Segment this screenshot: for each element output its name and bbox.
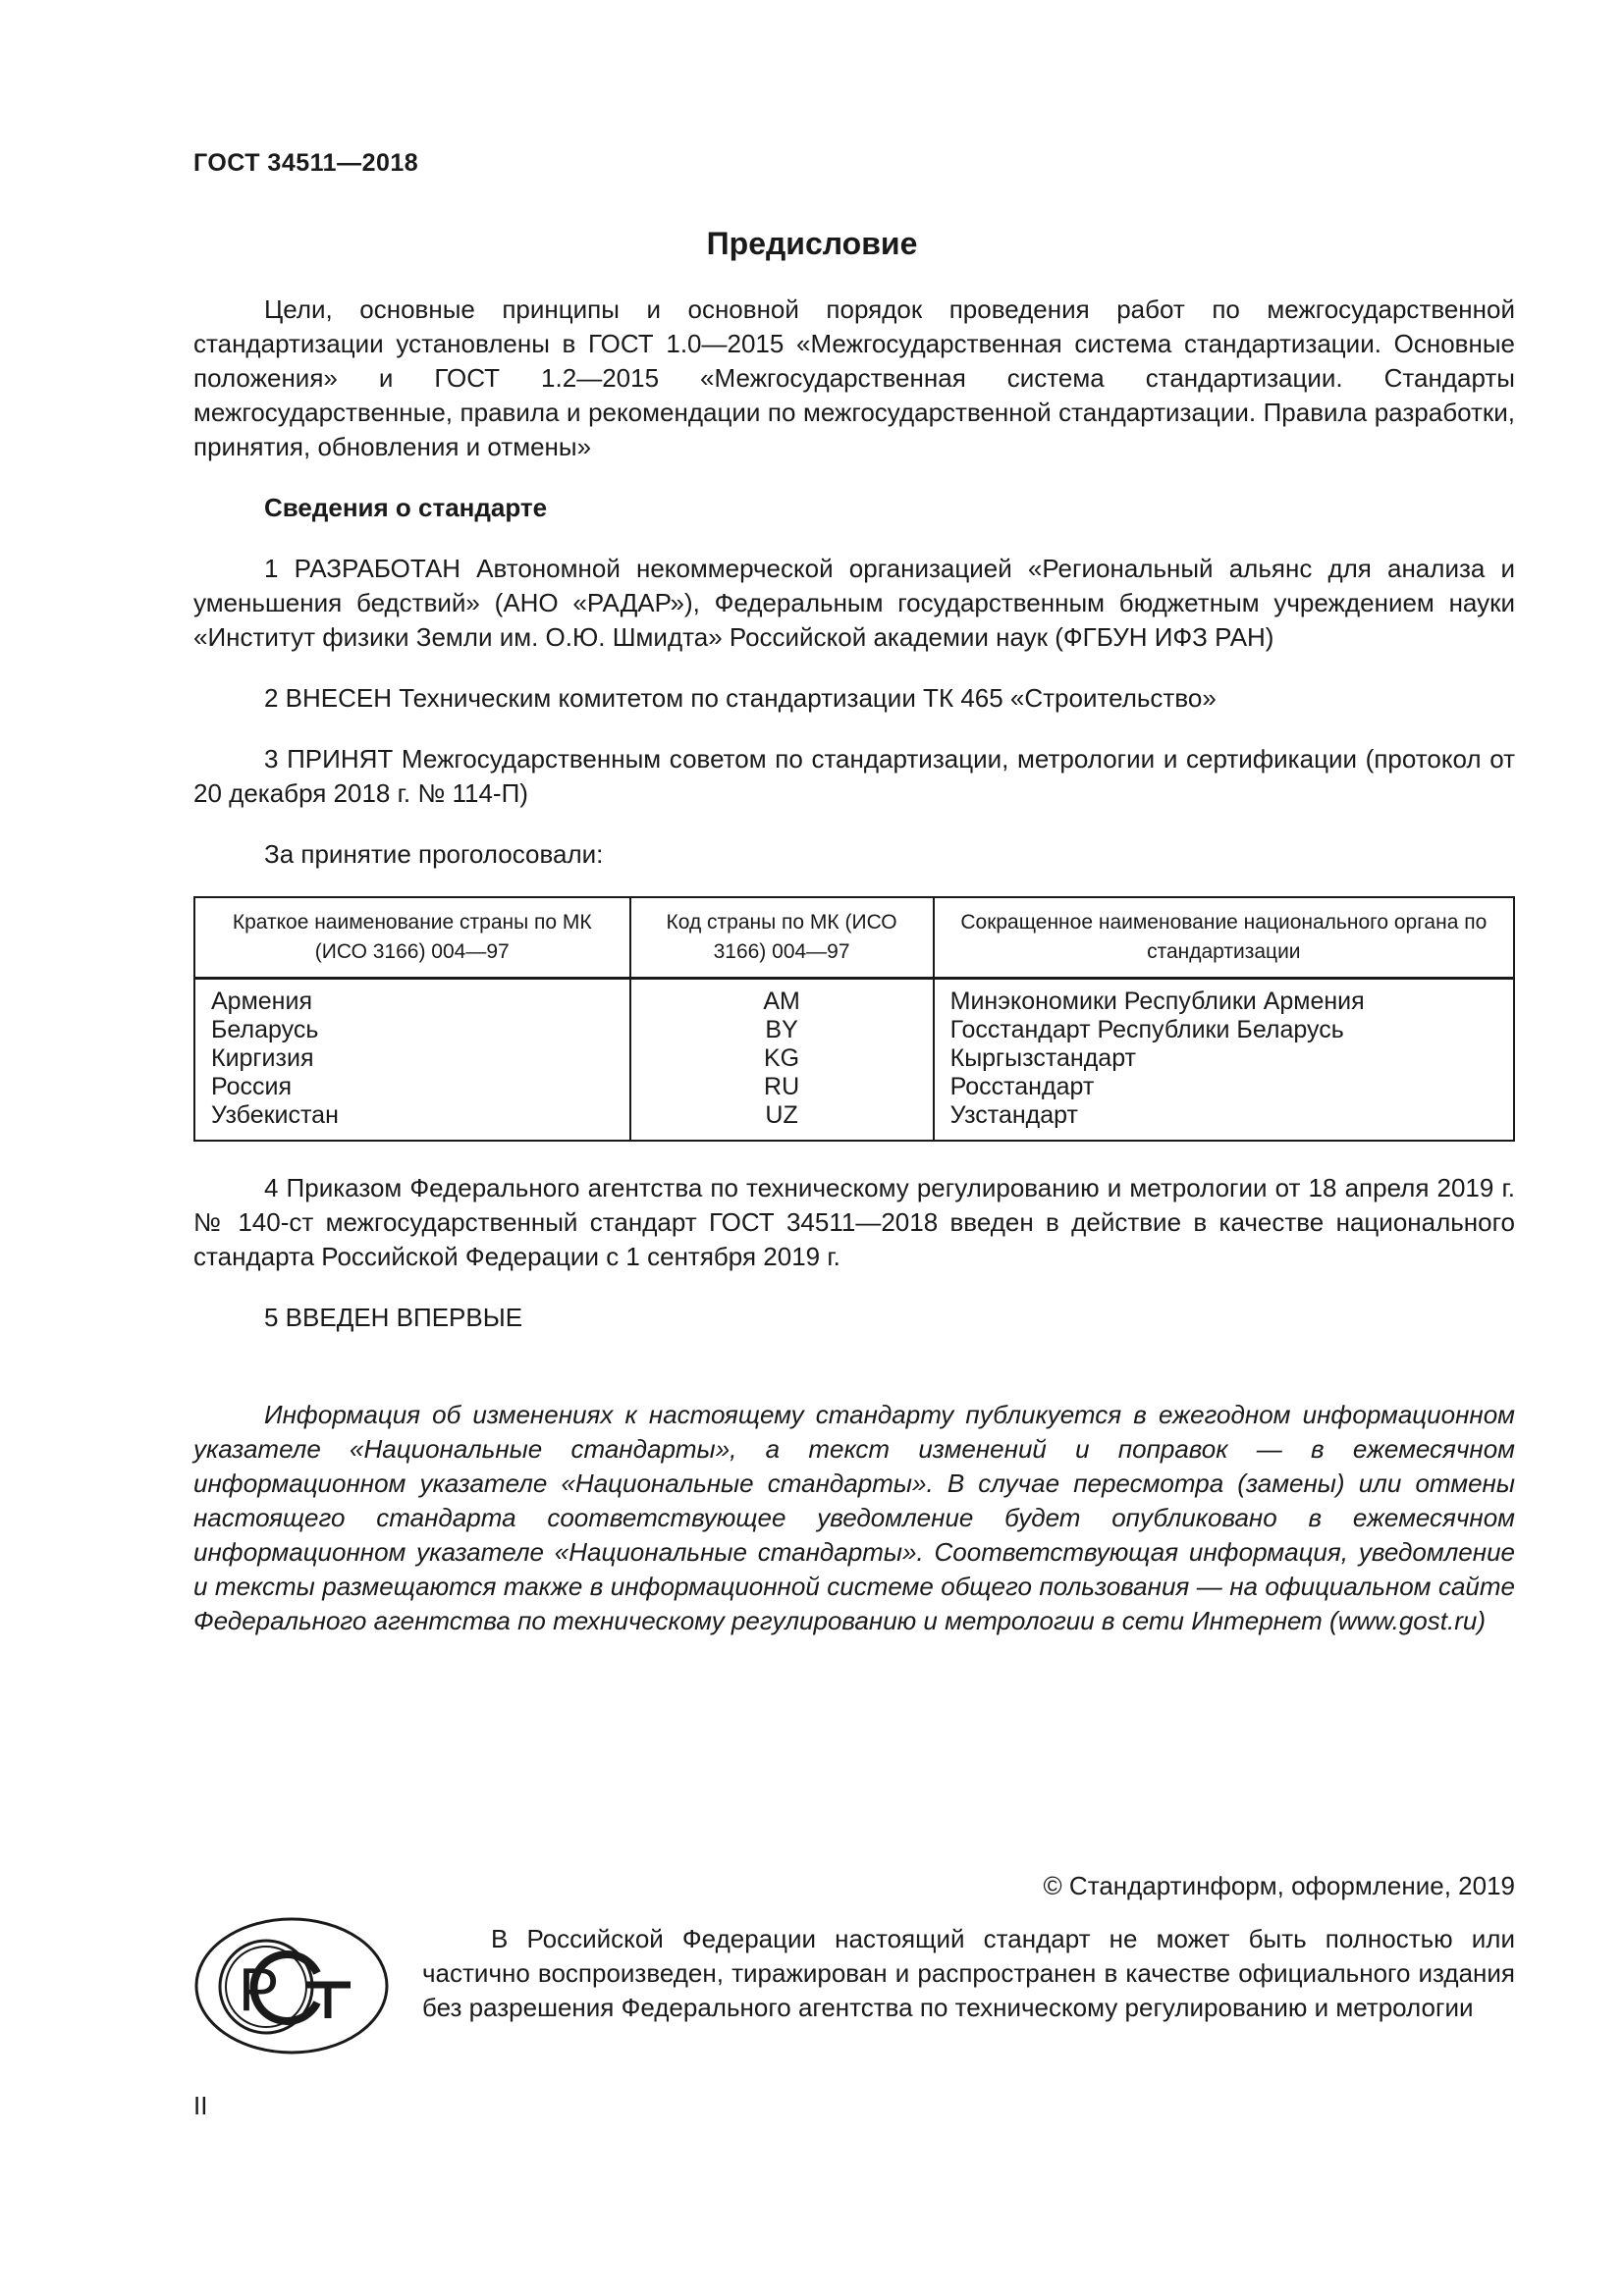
vote-intro: За принятие проголосовали: <box>264 839 604 869</box>
country-cell: Россия <box>194 1073 630 1101</box>
table-row <box>194 1016 1514 1044</box>
copyright-line: © Стандартинформ, оформление, 2019 <box>1043 1871 1515 1900</box>
body-cell: Кыргызстандарт <box>934 1044 1514 1073</box>
section-heading: Сведения о стандарте <box>264 493 548 522</box>
item-first-introduced: 5 ВВЕДЕН ВПЕРВЫЕ <box>264 1303 523 1332</box>
code-cell: RU <box>630 1073 934 1101</box>
code-cell: BY <box>630 1016 934 1044</box>
body-cell: Госстандарт Республики Беларусь <box>934 1016 1514 1044</box>
table-row <box>194 1073 1514 1101</box>
item-enacted: 4 Приказом Федерального агентства по техническому регулированию и метрологии от 18 апреля 2019 г. № 140-ст межгосударственный стандарт ГОСТ 34511—2018 введен в действие в качестве национального стандарта Российской Федерации с 1 сентября 2019 г. <box>193 1173 1515 1271</box>
column-header-code: Код страны по МК (ИСО 3166) 004—97 <box>630 897 934 979</box>
country-cell: Беларусь <box>194 1016 630 1044</box>
change-info-note: Информация об изменениях к настоящему стандарту публикуется в ежегодном информационном указателе «Национальные стандарты», а текст изменений и поправок — в ежемесячном информационном указателе «Национальные стандарты». В случае пересмотра (замены) или отмены настоящего стандарта соответствующее уведомление будет опубликовано в ежемесячном информационном указателе «Национальные стандарты». Соответствующая информация, уведомление и тексты размещаются также в информационной системе общего пользования — на официальном сайте Федерального агентства по техническому регулированию и метрологии в сети Интернет (www.gost.ru) <box>193 1400 1515 1635</box>
item-adopted: 3 ПРИНЯТ Межгосударственным советом по стандартизации, метрологии и сертификации (протокол от 20 декабря 2018 г. № 114-П) <box>193 744 1515 808</box>
table-header-row <box>194 897 1514 979</box>
country-cell: Узбекистан <box>194 1101 630 1141</box>
body-cell: Минэкономики Республики Армения <box>934 979 1514 1017</box>
column-header-body: Сокращенное наименование национального органа по стандартизации <box>934 897 1514 979</box>
rst-certification-mark-icon <box>193 1916 390 2056</box>
country-cell: Киргизия <box>194 1044 630 1073</box>
body-cell: Росстандарт <box>934 1073 1514 1101</box>
column-header-country: Краткое наименование страны по МК (ИСО 3166) 004—97 <box>194 897 630 979</box>
code-cell: AM <box>630 979 934 1017</box>
intro-paragraph: Цели, основные принципы и основной порядок проведения работ по межгосударственной стандартизации установлены в ГОСТ 1.0—2015 «Межгосударственная система стандартизации. Основные положения» и ГОСТ 1.2—2015 «Межгосударственная система стандартизации. Стандарты межгосударственные, правила и рекомендации по межгосударственной стандартизации. Правила разработки, принятия, обновления и отмены» <box>193 294 1515 461</box>
body-cell: Узстандарт <box>934 1101 1514 1141</box>
page-title: Предисловие <box>706 226 918 261</box>
code-cell: UZ <box>630 1101 934 1141</box>
page-number: II <box>193 2091 208 2120</box>
legal-notice: В Российской Федерации настоящий стандарт не может быть полностью или частично воспроизведен, тиражирован и распространен в качестве официального издания без разрешения Федерального агентства по техническому регулированию и метрологии <box>422 1924 1515 2022</box>
code-cell: KG <box>630 1044 934 1073</box>
document-id-header: ГОСТ 34511—2018 <box>193 149 419 177</box>
votes-table <box>193 896 1515 1142</box>
table-row <box>194 1101 1514 1141</box>
item-introduced: 2 ВНЕСЕН Техническим комитетом по стандартизации ТК 465 «Строительство» <box>264 683 1217 713</box>
foreword-content <box>193 293 1515 1638</box>
item-developed: 1 РАЗРАБОТАН Автономной некоммерческой организацией «Региональный альянс для анализа и уменьшения бедствий» (АНО «РАДАР»), Федеральным государственным бюджетным учреждением науки «Институт физики Земли им. О.Ю. Шмидта» Российской академии наук (ФГБУН ИФЗ РАН) <box>193 554 1515 652</box>
table-row <box>194 979 1514 1017</box>
table-row <box>194 1044 1514 1073</box>
country-cell: Армения <box>194 979 630 1017</box>
logo-letter-r: Р <box>239 1956 280 2024</box>
